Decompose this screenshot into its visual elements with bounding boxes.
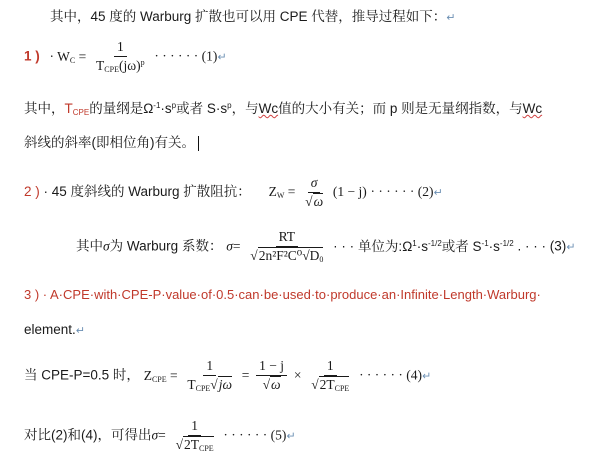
eq2-lhs: $Z_W$ = — [268, 184, 296, 201]
eq2-tail: (1 − j) — [332, 184, 367, 200]
return-mark: ↵ — [75, 325, 85, 337]
eq3-tag: . · · · (3) — [517, 238, 567, 254]
equation-2 — [24, 176, 443, 209]
return-mark: ↵ — [217, 51, 227, 64]
eq1-lhs: · $W_C$ = — [49, 48, 87, 65]
paragraph-dimension: 其中，$T_{CPE}$的量纲是$\Omega^{-1}\cdot s^p$或者 $S\cdot s^p$，与Wc值的大小有关；而 p 则是无量纲指数，与Wc — [24, 101, 543, 117]
intro-line — [50, 5, 456, 25]
equation-1 — [24, 40, 227, 74]
return-mark: ↵ — [566, 241, 576, 254]
return-mark: ↵ — [446, 12, 456, 24]
return-mark: ↵ — [433, 187, 443, 200]
wc-term: Wc — [522, 101, 543, 116]
paragraph-dimension-line2: 斜线的斜率(即相位角)有关。 — [24, 131, 199, 151]
item-3-line1: 3 ) · A·CPE·with·CPE-P·value·of·0.5·can·be·used·to·produce·an·Infinite·Length·Warburg· — [24, 287, 541, 302]
eq3-lhs: σ — [226, 238, 233, 254]
item-number-1: 1 ) — [24, 48, 40, 64]
eq4-fraction-1: $\frac{1}{T_{CPE}√j\omega}$ — [187, 358, 233, 393]
unit-text: 单位为$:\Omega^1\cdot s^{-1/2}$或者 $S^{-1}\cdot s^{-1/2}$ — [357, 238, 514, 254]
eq5-lhs: σ — [151, 427, 159, 443]
eq2-text: · 45 度斜线的 Warburg 扩散阻抗： — [43, 184, 251, 200]
eq2-tag: · · · · · · (2) — [370, 184, 434, 200]
return-mark: ↵ — [422, 370, 432, 383]
t-cpe-term: $T_{CPE}$ — [64, 101, 90, 117]
eq5-fraction: $\frac{1}{√2T_{CPE}}$ — [175, 418, 214, 453]
equation-3: 其中σ为 Warburg 系数： σ= $\frac{RT}{√2n^2F^2C^0√D_0}$ · · · 单位为$:\Omega^1\cdot s^{-1/2}$或者 $S^{-1}\cdot s^{-1/2}$ . · · · (3)↵ — [76, 229, 576, 264]
item-number-2: 2 ) — [24, 184, 40, 200]
eq4-tag: · · · · · · (4) — [359, 367, 423, 383]
eq1-fraction: $\frac{1}{T_{CPE}(j\omega)^p}$ — [96, 39, 145, 74]
eq4-fraction-3: $\frac{1}{√2T_{CPE}}$ — [311, 358, 350, 393]
eq4-lhs: $Z_{CPE}$ = — [143, 367, 178, 384]
eq5-tag: · · · · · · (5) — [223, 427, 287, 443]
eq4-fraction-2: $\frac{1 - j}{√\omega}$ — [256, 359, 287, 392]
eq2-fraction: $\frac{\sigma}{√\omega}$ — [305, 175, 324, 209]
text-cursor[interactable] — [198, 136, 199, 151]
equation-5: 对比(2)和(4)，可得出σ= $\frac{1}{√2T_{CPE}}$ · · · · · · (5)↵ — [24, 418, 296, 453]
return-mark: ↵ — [286, 430, 296, 443]
item-3-line2: element.↵ — [24, 322, 85, 337]
wc-term: Wc — [258, 101, 279, 116]
intro-text: 其中，45 度的 Warburg 扩散也可以用 CPE 代替，推导过程如下： — [50, 9, 447, 24]
eq1-tag: · · · · · · (1) — [154, 48, 218, 64]
equation-4: 当 CPE-P=0.5 时， $Z_{CPE}$ = $\frac{1}{T_{CPE}√j\omega}$ = $\frac{1 - j}{√\omega}$ × $\frac{1}{√2T_{CPE}}$ · · · · · · (4)↵ — [24, 358, 432, 393]
eq3-fraction: $\frac{RT}{√2n^2F^2C^0√D_0}$ — [250, 229, 324, 264]
